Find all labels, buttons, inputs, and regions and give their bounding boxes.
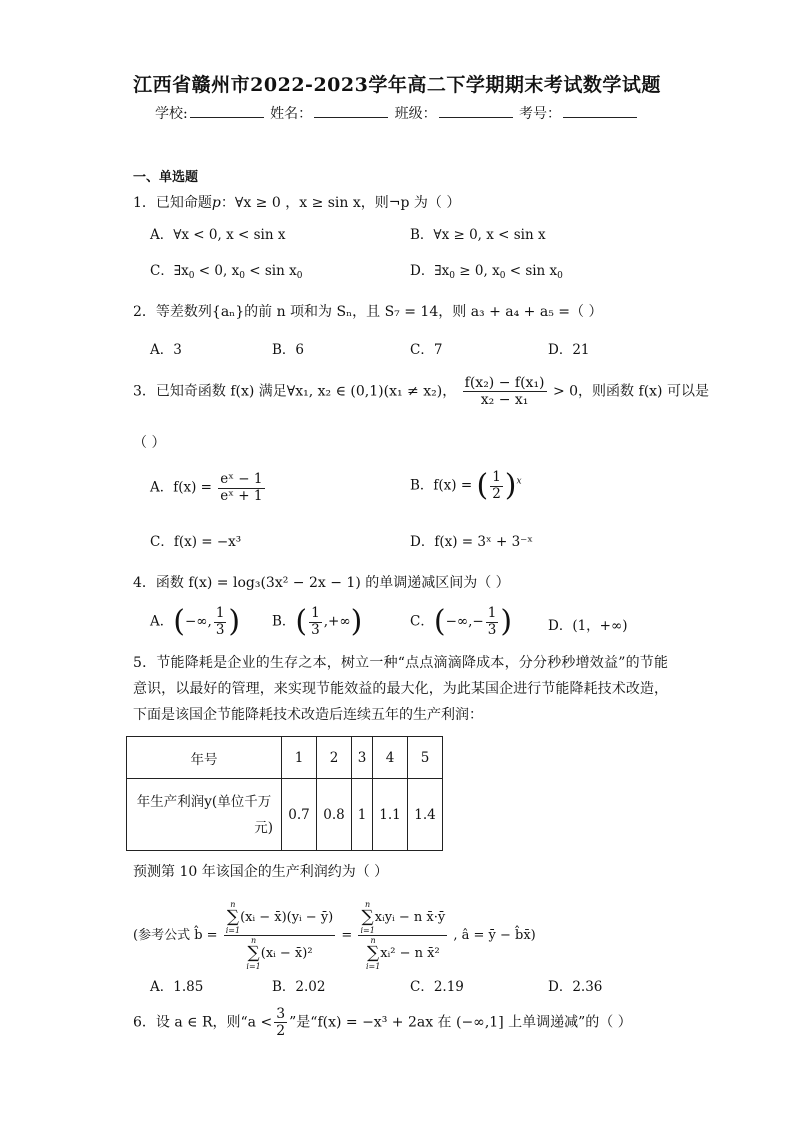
sum-top: n [365, 900, 371, 909]
q5-option-c[interactable]: C．2.19 [410, 979, 464, 995]
q4-a-num: 1 [215, 605, 225, 621]
q4-c-body: −∞,− [445, 613, 484, 630]
q4-a-pre: A． [150, 613, 174, 630]
school-blank[interactable] [190, 105, 264, 118]
name-blank[interactable] [314, 105, 388, 118]
q3-frac-num: f(x₂) − f(x₁) [464, 375, 545, 391]
q4-option-b[interactable] [272, 606, 362, 638]
sum-bottom: i=1 [365, 962, 381, 971]
q1-option-c[interactable] [150, 259, 302, 281]
q4-c-den: 3 [487, 621, 497, 638]
sum-bottom: i=1 [360, 926, 375, 935]
table-cell: 3 [352, 737, 373, 779]
q1-option-b[interactable]: B．∀x ≥ 0, x < sin x [410, 227, 546, 243]
q4-b-pre: B． [272, 613, 296, 630]
sum-bottom: i=1 [246, 962, 261, 971]
table-cell: 2 [317, 737, 352, 779]
q4-c-frac [486, 606, 499, 638]
q3-b-num: 1 [492, 469, 501, 485]
school-label: 学校: [154, 106, 188, 122]
formula-frac-1-num [224, 900, 336, 936]
question-1 [133, 192, 460, 212]
class-label: 班级： [394, 106, 437, 122]
q4-option-d[interactable]: D．(1，+∞) [548, 618, 628, 634]
q4-b-num: 1 [311, 605, 320, 621]
q4-a-frac [214, 606, 227, 638]
q5-option-b[interactable]: B．2.02 [272, 979, 326, 995]
q1-d-text: D．∃x [410, 263, 450, 279]
q3-b-pre: B．f(x) = [410, 477, 473, 494]
q3-a-frac [218, 472, 264, 504]
q4-a-body: −∞, [184, 613, 212, 630]
student-info-line [0, 103, 794, 123]
question-5-text: 5．节能降耗是企业的生存之本，树立一种“点点滴滴降成本，分分秒秒增效益”的节能意识，以最好的管理，来实现节能效益的最大化，为此某国企进行节能降耗技术改造，下面是该国企节能降耗技术改造后连续五年的生产利润： [133, 655, 668, 723]
sum-symbol: n ∑ i=1 [360, 900, 375, 935]
q4-b-rparen: ) [350, 604, 363, 640]
f1-num: (xᵢ − x̄)(yᵢ − ȳ) [240, 910, 334, 925]
q4-a-rparen: ) [228, 604, 241, 640]
formula-pre: (参考公式 b̂ = [133, 928, 218, 943]
formula-frac-2-num [358, 900, 447, 936]
table-cell: 0.8 [317, 779, 352, 851]
id-blank[interactable] [563, 105, 637, 118]
table-cell: 1.4 [408, 779, 443, 851]
question-2: 2．等差数列{aₙ}的前 n 项和为 Sₙ，且 S₇ = 14，则 a₃ + a₄ + a₅ =（ ） [133, 304, 603, 320]
q1-c-sub3: 0 [296, 271, 303, 281]
f2-num: xᵢyᵢ − n x̄·ȳ [374, 910, 446, 925]
q3-frac-den: x₂ − x₁ [480, 392, 529, 409]
f1-den: (xᵢ − x̄)² [260, 946, 313, 961]
table-cell: 1.1 [373, 779, 408, 851]
table-row [127, 737, 443, 779]
table-head-year: 年号 [127, 737, 282, 779]
profit-head-line2: 元) [254, 819, 273, 836]
q3-b-exp: x [516, 476, 522, 487]
table-cell: 1 [352, 779, 373, 851]
q3-b-lparen: ( [476, 468, 489, 504]
q1-c-text: C．∃x [150, 263, 189, 279]
class-blank[interactable] [439, 105, 513, 118]
q1-d-sub: 0 [449, 271, 455, 281]
q1-c-end: < sin x [244, 263, 297, 279]
sum-top: n [370, 936, 376, 945]
q1-d-end: < sin x [505, 263, 558, 279]
question-4: 4．函数 f(x) = log₃(3x² − 2x − 1) 的单调递减区间为（ ） [133, 575, 510, 591]
q3-paren: （ ） [133, 435, 166, 451]
q6-frac [274, 1006, 287, 1039]
q4-b-body: ,+∞ [323, 613, 351, 630]
q5-predict: 预测第 10 年该国企的生产利润约为（ ） [133, 864, 389, 880]
q2-option-c[interactable]: C．7 [410, 342, 443, 358]
q5-option-d[interactable]: D．2.36 [548, 979, 603, 995]
q4-b-frac [309, 606, 322, 638]
q4-b-den: 3 [311, 621, 320, 638]
q4-option-c[interactable] [410, 606, 512, 638]
formula-post: , â = ȳ − b̂x̄) [453, 928, 536, 943]
q4-a-den: 3 [215, 621, 225, 638]
q3-a-pre: A．f(x) = [150, 479, 212, 496]
name-label: 姓名： [270, 106, 313, 122]
formula-frac-1 [224, 900, 336, 971]
q1-option-d[interactable] [410, 259, 563, 281]
sum-top: n [250, 936, 257, 945]
q5-formula [133, 900, 536, 971]
formula-frac-2-den [358, 936, 447, 971]
q2-option-b[interactable]: B．6 [272, 342, 305, 358]
q5-option-a[interactable]: A．1.85 [150, 979, 204, 995]
section-title: 一、单选题 [133, 170, 199, 185]
q6-post: ”是“f(x) = −x³ + 2ax 在 (−∞,1] 上单调递减”的（ ） [289, 1014, 632, 1031]
id-label: 考号： [519, 106, 562, 122]
q4-b-lparen: ( [295, 604, 308, 640]
q3-b-frac [490, 470, 503, 502]
sum-top: n [230, 900, 236, 909]
sum-symbol: n ∑ i=1 [365, 936, 381, 971]
formula-frac-2 [358, 900, 447, 971]
q4-c-rparen: ) [500, 604, 513, 640]
formula-frac-1-den [224, 936, 336, 971]
q1-condition: ：∀x ≥ 0 ，x ≥ sin x，则¬p 为（ ） [220, 195, 461, 211]
q3-a-num: eˣ − 1 [220, 471, 263, 487]
q3-option-d[interactable]: D．f(x) = 3ˣ + 3⁻ˣ [410, 534, 534, 550]
q4-a-lparen: ( [173, 604, 185, 640]
table-cell: 4 [373, 737, 408, 779]
q1-c-rest: < 0, x [194, 263, 240, 279]
q3-option-a[interactable] [150, 472, 267, 504]
q1-c-sub: 0 [188, 271, 195, 281]
profit-head-line1: 年生产利润y(单位千万 [136, 793, 272, 810]
q6-den: 2 [276, 1023, 286, 1040]
question-3 [133, 375, 709, 408]
q1-prefix: 1．已知命题 [133, 195, 212, 211]
table-head-profit [127, 779, 282, 851]
sum-symbol: n ∑ i=1 [225, 900, 241, 935]
q3-fraction [463, 375, 547, 408]
q1-d-sub3: 0 [557, 271, 563, 281]
q3-option-b[interactable] [410, 470, 522, 502]
table-row [127, 779, 443, 851]
formula-eq: = [341, 928, 353, 943]
q3-a-den: eˣ + 1 [220, 487, 263, 504]
sum-bottom: i=1 [225, 926, 241, 935]
q3-option-c[interactable]: C．f(x) = −x³ [150, 534, 242, 550]
exam-title: 江西省赣州市2022-2023学年高二下学期期末考试数学试题 [133, 74, 661, 96]
q2-option-d[interactable]: D．21 [548, 342, 590, 358]
q4-option-a[interactable] [150, 606, 240, 638]
q3-b-den: 2 [492, 485, 501, 502]
q4-c-num: 1 [487, 605, 497, 621]
q3-text-2: > 0，则函数 f(x) 可以是 [552, 383, 709, 400]
q1-option-a[interactable]: A．∀x < 0, x < sin x [150, 227, 286, 243]
table-cell: 1 [282, 737, 317, 779]
q4-c-lparen: ( [433, 604, 446, 640]
f2-den: xᵢ² − n x̄² [380, 946, 440, 961]
q6-pre: 6．设 a ∈ R，则“a < [133, 1014, 273, 1031]
profit-table [126, 736, 443, 851]
q1-var-p: p [211, 195, 221, 211]
table-cell: 5 [408, 737, 443, 779]
sum-symbol: n ∑ i=1 [246, 936, 261, 971]
table-cell: 0.7 [282, 779, 317, 851]
q1-d-sub2: 0 [499, 271, 506, 281]
q6-num: 3 [276, 1006, 286, 1022]
q1-c-sub2: 0 [239, 271, 245, 281]
q4-c-pre: C． [410, 613, 434, 630]
q2-option-a[interactable]: A．3 [150, 342, 182, 358]
question-6 [133, 1006, 632, 1039]
q3-text-1: 3．已知奇函数 f(x) 满足∀x₁, x₂ ∈ (0,1)(x₁ ≠ x₂)， [133, 383, 457, 400]
q3-b-rparen: ) [504, 468, 517, 504]
q1-d-rest: ≥ 0, x [455, 263, 500, 279]
